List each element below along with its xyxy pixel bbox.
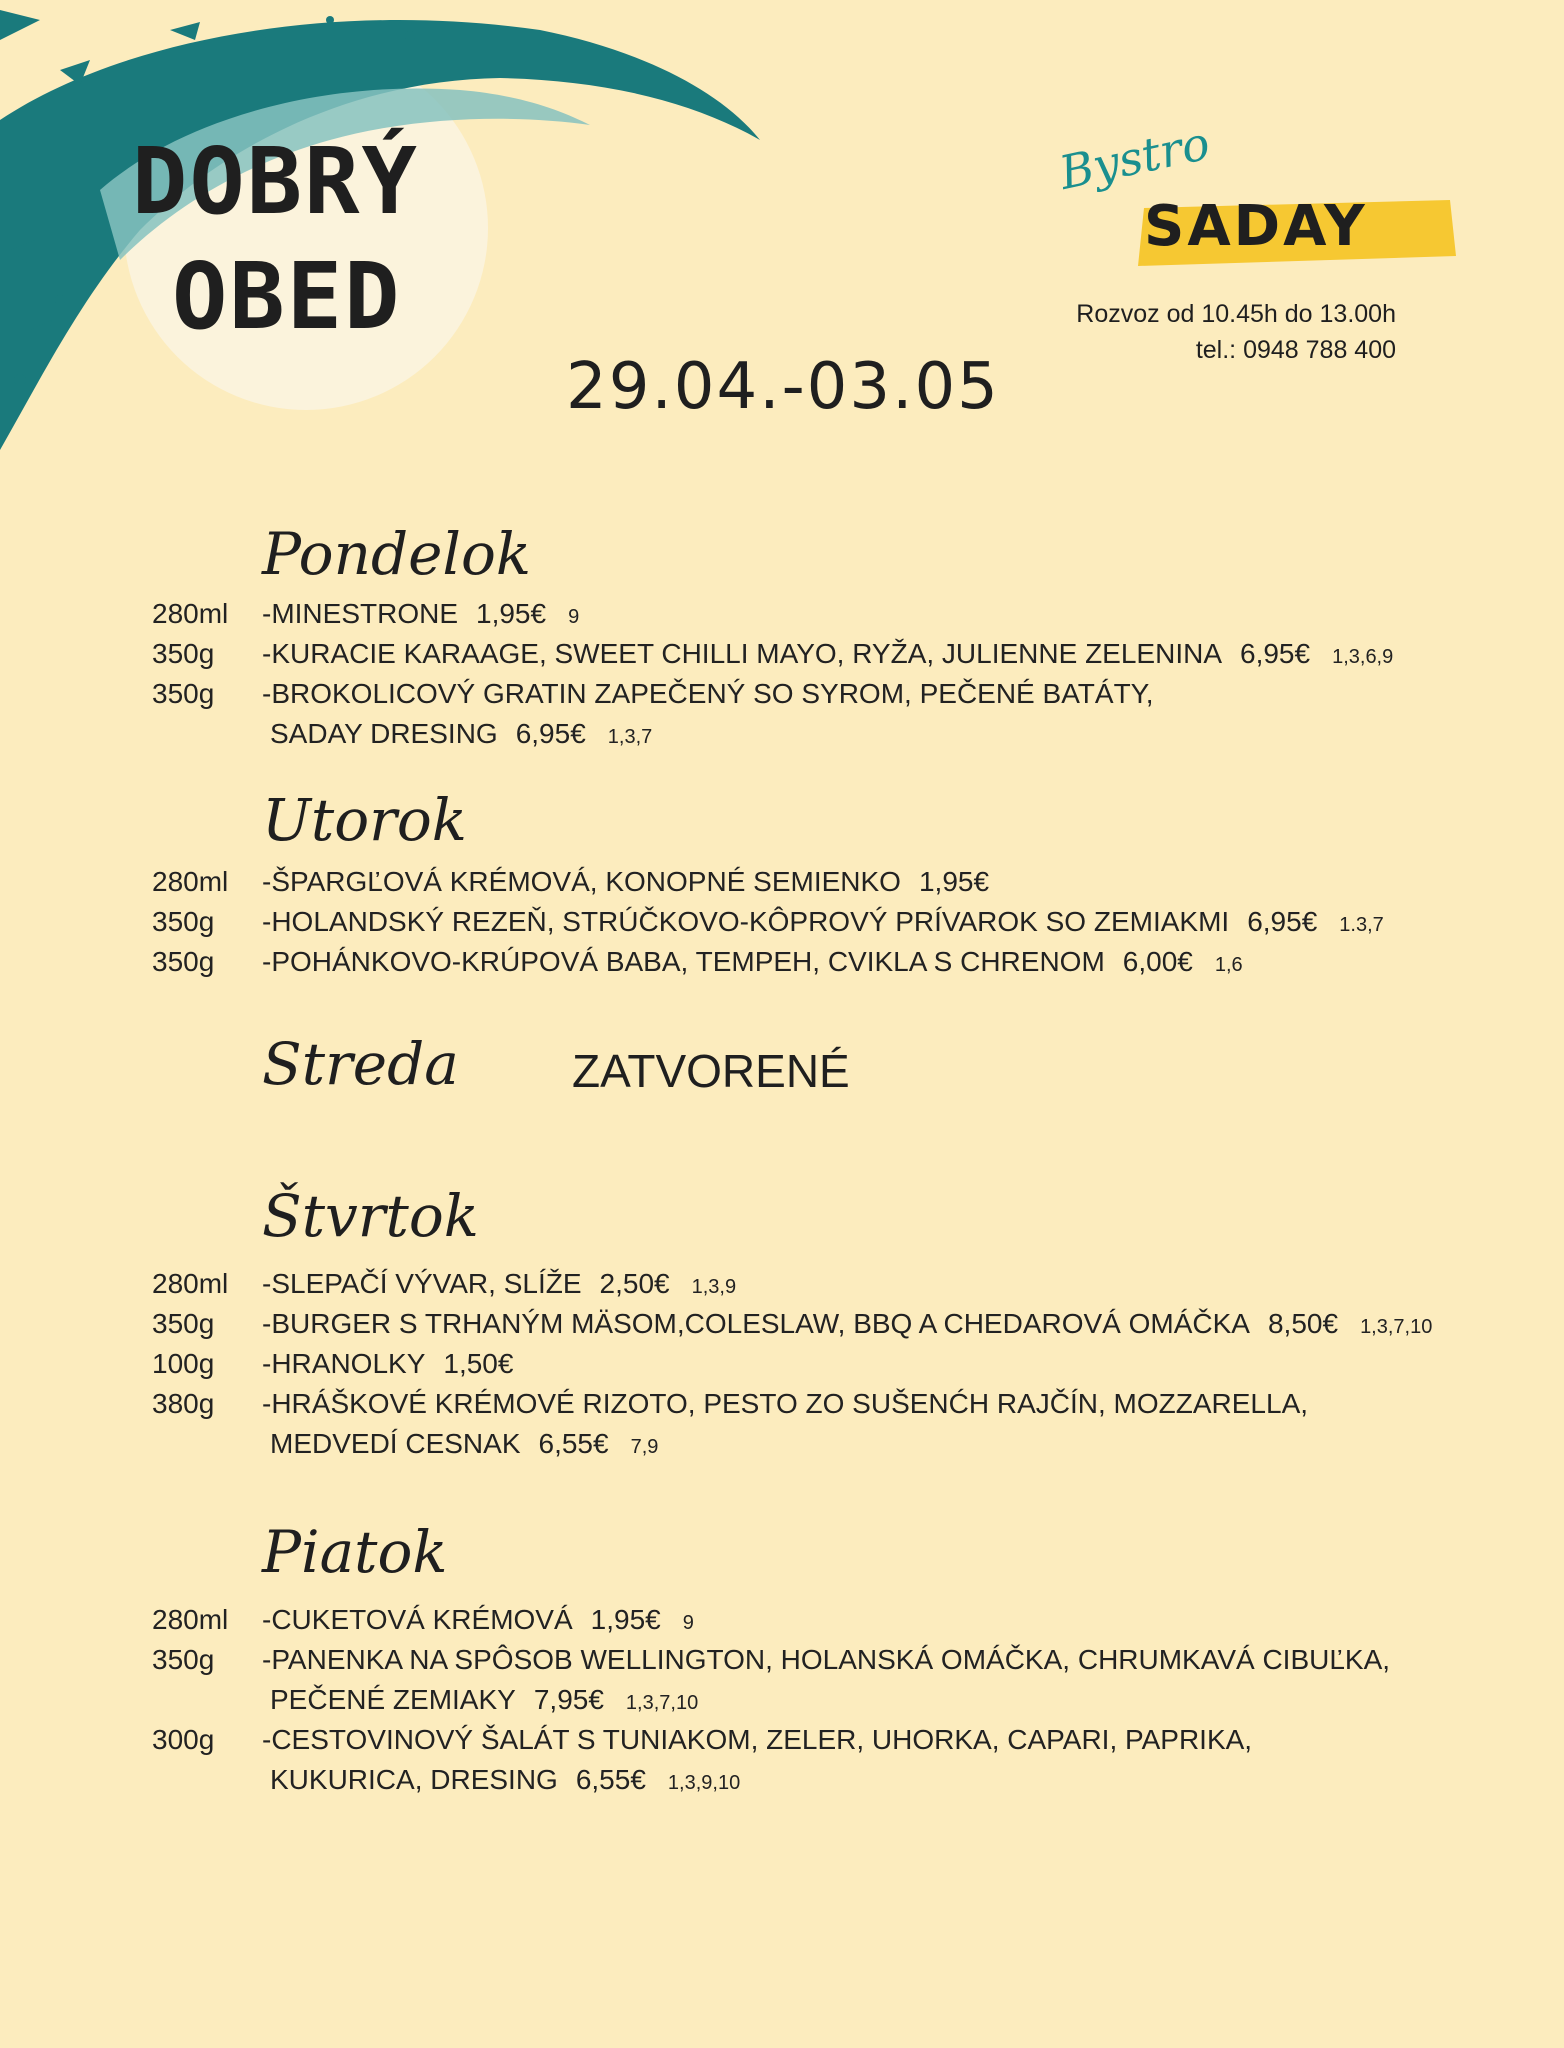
allergen-codes: 1,3,7 bbox=[607, 726, 653, 748]
teal-splatter-dot bbox=[254, 34, 266, 46]
dish-name: SADAY DRESING bbox=[270, 718, 498, 749]
dish-description bbox=[262, 1604, 694, 1636]
dish-name: -HOLANDSKÝ REZEŇ, STRÚČKOVO-KÔPROVÝ PRÍVAROK SO ZEMIAKMI bbox=[262, 906, 1230, 937]
day-title: Štvrtok bbox=[262, 1182, 479, 1250]
dish-description bbox=[262, 1388, 1308, 1420]
allergen-codes: 9 bbox=[682, 1612, 694, 1634]
dish-name: -KURACIE KARAAGE, SWEET CHILLI MAYO, RYŽA, JULIENNE ZELENINA bbox=[262, 638, 1222, 669]
portion-size: 350g bbox=[152, 1308, 215, 1339]
dish-name: -BURGER S TRHANÝM MÄSOM,COLESLAW, BBQ A CHEDAROVÁ OMÁČKA bbox=[262, 1308, 1250, 1339]
dish-description bbox=[262, 638, 1393, 670]
dish-name: MEDVEDÍ CESNAK bbox=[270, 1428, 521, 1459]
portion-size: 280ml bbox=[152, 1604, 229, 1635]
dish-name: -BROKOLICOVÝ GRATIN ZAPEČENÝ SO SYROM, PEČENÉ BATÁTY, bbox=[262, 678, 1154, 709]
portion-size: 300g bbox=[152, 1724, 215, 1755]
dish-description bbox=[262, 1724, 1252, 1756]
dish-description bbox=[270, 718, 652, 750]
dish-price: 6,55€ bbox=[538, 1428, 609, 1459]
allergen-codes: 1.3,7 bbox=[1339, 914, 1384, 936]
teal-splatter-dot bbox=[405, 31, 415, 41]
portion-size: 280ml bbox=[152, 1268, 229, 1299]
allergen-codes: 1,3,7,10 bbox=[1360, 1316, 1433, 1338]
dish-name: -HRANOLKY bbox=[262, 1348, 426, 1379]
dish-description bbox=[262, 906, 1384, 938]
allergen-codes: 1,3,7,10 bbox=[625, 1692, 699, 1714]
dish-price: 1,95€ bbox=[476, 598, 547, 629]
portion-size: 280ml bbox=[152, 598, 229, 629]
portion-size: 350g bbox=[152, 1644, 215, 1675]
dish-name: -HRÁŠKOVÉ KRÉMOVÉ RIZOTO, PESTO ZO SUŠENĆH RAJČÍN, MOZZARELLA, bbox=[262, 1388, 1309, 1419]
dish-name: KUKURICA, DRESING bbox=[270, 1764, 558, 1795]
dish-price: 6,55€ bbox=[575, 1764, 646, 1795]
dish-price: 1,50€ bbox=[443, 1348, 514, 1379]
page-title-line-1: DOBRÝ bbox=[132, 128, 419, 235]
day-title: Piatok bbox=[262, 1518, 448, 1586]
portion-size: 100g bbox=[152, 1348, 215, 1379]
dish-price: 6,95€ bbox=[1247, 906, 1318, 937]
dish-name: -CUKETOVÁ KRÉMOVÁ bbox=[262, 1604, 573, 1635]
allergen-codes: 1,6 bbox=[1214, 954, 1243, 976]
day-title: Utorok bbox=[262, 786, 467, 854]
dish-price: 7,95€ bbox=[533, 1684, 604, 1715]
portion-size: 350g bbox=[152, 638, 215, 669]
dish-description bbox=[262, 1268, 736, 1300]
portion-size: 380g bbox=[152, 1388, 215, 1419]
logo-name-text: SADAY bbox=[1144, 194, 1368, 259]
day-title: Pondelok bbox=[262, 520, 532, 588]
dish-name: PEČENÉ ZEMIAKY bbox=[270, 1684, 516, 1715]
logo-script-text: Bystro bbox=[1054, 115, 1215, 200]
dish-description bbox=[262, 598, 579, 630]
dish-description bbox=[262, 866, 989, 898]
dish-description bbox=[262, 678, 1154, 710]
dish-price: 1,95€ bbox=[918, 866, 990, 897]
dish-description bbox=[270, 1684, 698, 1716]
dish-name: -CESTOVINOVÝ ŠALÁT S TUNIAKOM, ZELER, UHORKA, CAPARI, PAPRIKA, bbox=[262, 1724, 1253, 1755]
week-date-range: 29.04.-03.05 bbox=[566, 350, 1000, 424]
portion-size: 350g bbox=[152, 946, 215, 977]
dish-name: -SLEPAČÍ VÝVAR, SLÍŽE bbox=[262, 1268, 582, 1299]
teal-splatter-dot bbox=[326, 16, 334, 24]
teal-splatter-dot bbox=[55, 295, 65, 305]
dish-name: -MINESTRONE bbox=[262, 598, 458, 629]
delivery-hours: Rozvoz od 10.45h do 13.00h bbox=[1076, 300, 1396, 328]
dish-name: -PANENKA NA SPÔSOB WELLINGTON, HOLANSKÁ OMÁČKA, CHRUMKAVÁ CIBUĽKA, bbox=[262, 1644, 1391, 1675]
dish-description bbox=[262, 1308, 1432, 1340]
bystro-saday-logo bbox=[1054, 115, 1400, 280]
dish-description bbox=[270, 1428, 658, 1460]
dish-price: 6,95€ bbox=[1240, 638, 1311, 669]
day-title: Streda bbox=[262, 1030, 459, 1098]
dish-description bbox=[262, 1348, 513, 1380]
dish-price: 2,50€ bbox=[599, 1268, 670, 1299]
allergen-codes: 1,3,9,10 bbox=[667, 1772, 741, 1794]
portion-size: 280ml bbox=[152, 866, 229, 897]
dish-price: 6,95€ bbox=[515, 718, 586, 749]
portion-size: 350g bbox=[152, 906, 215, 937]
closed-label: ZATVORENÉ bbox=[572, 1045, 850, 1097]
allergen-codes: 1,3,6,9 bbox=[1332, 646, 1394, 668]
allergen-codes: 7,9 bbox=[630, 1436, 659, 1458]
dish-description bbox=[262, 946, 1243, 978]
dish-price: 8,50€ bbox=[1267, 1308, 1339, 1339]
delivery-info bbox=[1076, 296, 1396, 368]
portion-size: 350g bbox=[152, 678, 215, 709]
allergen-codes: 1,3,9 bbox=[691, 1276, 737, 1298]
dish-price: 6,00€ bbox=[1122, 946, 1193, 977]
dish-name: -POHÁNKOVO-KRÚPOVÁ BABA, TEMPEH, CVIKLA S CHRENOM bbox=[262, 946, 1105, 977]
allergen-codes: 9 bbox=[568, 606, 580, 628]
dish-name: -ŠPARGĽOVÁ KRÉMOVÁ, KONOPNÉ SEMIENKO bbox=[262, 866, 901, 897]
teal-splatter-dot bbox=[14, 374, 26, 386]
dish-price: 1,95€ bbox=[590, 1604, 661, 1635]
dish-description bbox=[262, 1644, 1390, 1676]
dish-description bbox=[270, 1764, 740, 1796]
phone-number: tel.: 0948 788 400 bbox=[1195, 336, 1396, 364]
page-title-line-2: OBED bbox=[172, 243, 402, 350]
